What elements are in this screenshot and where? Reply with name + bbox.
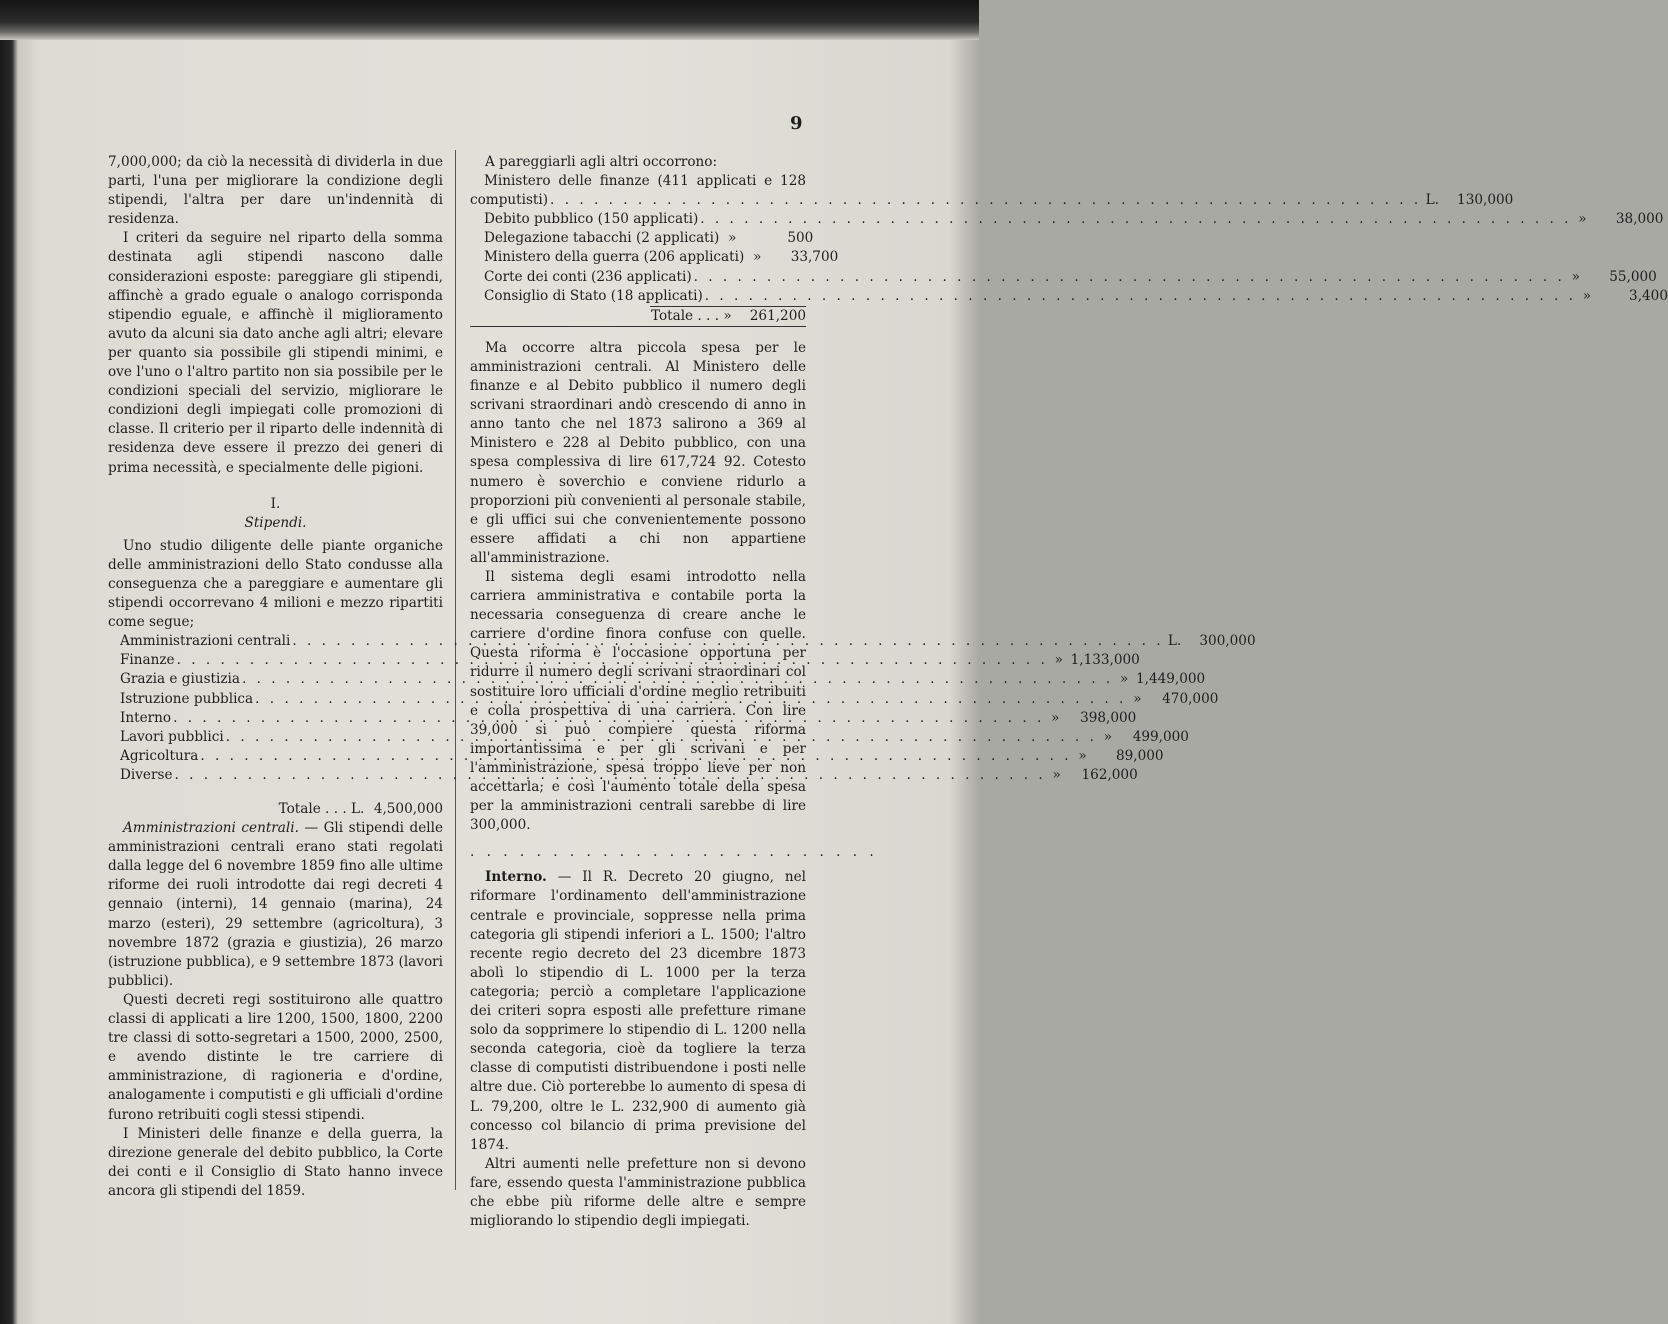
row-label: Diverse (120, 766, 173, 783)
table-row: Interno . . . » 398,000 (120, 709, 443, 728)
table-row: Diverse . . . » 162,000 (120, 766, 443, 785)
row-value: 300,000 (1199, 633, 1256, 650)
row-label: Consiglio di Stato (18 applicati) (484, 287, 703, 304)
table-row: Ministero della guerra (206 applicati) . . . » 33,700 (484, 248, 806, 267)
total-value: 261,200 (749, 307, 806, 324)
table-row: Delegazione tabacchi (2 applicati) . . . » 500 (484, 229, 806, 248)
row-label: Debito pubblico (150 applicati) (484, 211, 699, 228)
row-value: 33,700 (790, 249, 839, 266)
row-value: 3,400 (1629, 287, 1668, 304)
row-value: 499,000 (1132, 728, 1189, 745)
table-row: Amministrazioni centrali . . . L. 300,000 (120, 632, 443, 651)
section-separator: . . . . . . . . . . . . . . . . . . . . . . . . . (470, 844, 878, 861)
total-rule-bottom (470, 326, 806, 327)
table-row: Agricoltura . . . » 89,000 (120, 747, 443, 766)
row-label: Ministero della guerra (206 applicati) (484, 249, 745, 266)
scan-top-border (0, 0, 979, 40)
left-paragraph-6: I Ministeri delle finanze e della guerra, la direzione generale del debito pubblico, la Corte dei conti e il Consiglio di Stato hanno invece ancora gli stipendi del 1859. (108, 1125, 443, 1199)
table-row: Finanze . . . » 1,133,000 (120, 651, 443, 670)
row-value: 1,449,000 (1136, 671, 1206, 688)
row-value: 162,000 (1081, 766, 1138, 783)
row-value: 1,133,000 (1070, 652, 1140, 669)
row-label: Istruzione pubblica (120, 690, 254, 707)
row-value: 398,000 (1080, 709, 1137, 726)
left-paragraph-5: Questi decreti regi sostituirono alle quattro classi di applicati a lire 1200, 1500, 1800, 2200 tre classi di sotto-segretari a 1500, 2000, 2500, e avendo distinte le tre carriere di amministrazione, di ragioneria e d'ordine, analogamente i computisti e gli ufficiali d'ordine furono retribuiti cogli stessi stipendi. (108, 991, 443, 1123)
left-paragraph-1: 7,000,000; da ciò la necessità di dividerla in due parti, l'una per migliorare la condizione degli stipendi, l'altra per dare un'indennità di residenza. (108, 154, 443, 228)
left-paragraph-2: I criteri da seguire nel riparto della somma destinata agli stipendi nascono dalle considerazioni esposte: pareggiare gli stipendi, affinchè a grado eguale o analogo corrisponda stipendio eguale, e affinchè il miglioramento avuto da alcuni sia dato anche agli altri; elevare per quanto sia possibile gli stipendi minimi, e ove l'uno o l'altro partito non sia possibile per le condizioni speciali del servizio, migliorare le condizioni degli impiegati colle promozioni di classe. Il criterio per il riparto delle indennità di residenza deve essere il prezzo dei generi di prima necessità, e specialmente delle pigioni. (108, 230, 443, 476)
table-row: Ministero delle finanze (411 applicati e 128 (484, 173, 806, 190)
table-row: Consiglio di Stato (18 applicati) . . . » 3,400 (484, 287, 806, 306)
table-row: Debito pubblico (150 applicati) . . . » 38,000 (484, 210, 806, 229)
page-number: 9 (790, 113, 803, 134)
paragraph-heading: Amministrazioni centrali. (123, 820, 299, 837)
row-label: Amministrazioni centrali (120, 633, 291, 650)
row-value: 38,000 (1615, 211, 1664, 228)
table-total (108, 800, 443, 819)
total-value: 4,500,000 (373, 801, 443, 817)
left-paragraph-3: Uno studio diligente delle piante organiche delle amministrazioni dello Stato condusse alla conseguenza che a pareggiare e aumentare gli stipendi occorrevano 4 milioni e mezzo ripartiti come segue; (108, 537, 443, 631)
row-value: 89,000 (1115, 747, 1164, 764)
row-label: Agricoltura (120, 747, 199, 764)
total-label: Totale . . . » (650, 307, 732, 324)
row-label: Lavori pubblici (120, 728, 224, 745)
right-paragraph-3: Interno. — Il R. Decreto 20 giugno, nel riformare l'ordinamento dell'amministrazione centrale e provinciale, soppresse nella prima categoria gli stipendi inferiori a L. 1500; l'altro recente regio decreto del 23 dicembre 1873 abolì lo stipendio di L. 1000 per la terza categoria; perciò a completare l'applicazione dei criteri sopra esposti alle prefetture rimane solo da sopprimere lo stipendio di L. 1200 nella seconda categoria, cioè da togliere la terza classe di computisti distribuendone i posti nelle altre due. Ciò porterebbe lo aumento di spesa di L. 79,200, oltre le L. 232,900 di aumento già concesso col bilancio di prima previsione del 1874. (470, 869, 806, 1153)
total-label: Totale . . . L. (278, 801, 365, 817)
right-paragraph-1: Ma occorre altra piccola spesa per le amministrazioni centrali. Al Ministero delle finanze e al Debito pubblico il numero degli scrivani straordinari andò crescendo di anno in anno tanto che nel 1873 salirono a 369 al Ministero e 228 al Debito pubblico, con una spesa complessiva di lire 617,724 92. Cotesto numero è soverchio e conviene ridurlo a proporzioni più convenienti al personale stabile, e gli uffici sui che convenientemente possono essere affidati a chi non appartiene all'amministrazione. (470, 339, 806, 566)
section-number: I. (270, 495, 281, 512)
row-value: 500 (787, 230, 814, 247)
table-row: Grazia e giustizia . . . » 1,449,000 (120, 670, 443, 689)
row-value: 470,000 (1162, 690, 1219, 707)
table-row: computisti) . . . L. 130,000 (470, 191, 806, 210)
row-label: Finanze (120, 652, 175, 669)
right-intro: A pareggiarli agli altri occorrono: (485, 154, 718, 170)
left-paragraph-4: Amministrazioni centrali. — Gli stipendi delle amministrazioni centrali erano stati regolati dalla legge del 6 novembre 1859 fino alle ultime riforme dei ruoli introdotte dai regi decreti 4 gennaio (interni), 14 gennaio (marina), 24 marzo (esteri), 29 settembre (agricoltura), 3 novembre 1872 (grazia e giustizia), 26 marzo (istruzione pubblica), e 9 settembre 1873 (lavori pubblici). (108, 820, 444, 989)
paragraph-heading: Interno. (485, 869, 547, 886)
section-title: Stipendi. (244, 514, 307, 531)
table-row: Corte dei conti (236 applicati) . . . » 55,000 (484, 268, 806, 287)
right-paragraph-2: Il sistema degli esami introdotto nella carriera amministrativa e contabile porta la necessaria conseguenza di creare anche le carriere d'ordine finora confuse con quelle. Questa riforma è l'occasione opportuna per ridurre il numero degli scrivani straordinari col sostituire loro ufficiali d'ordine meglio retribuiti e colla prospettiva di una carriera. Con lire 39,000 si può compiere questa riforma importantissima e per gli scrivani e per l'amministrazione, spesa troppo lieve per non accettarla; e così l'aumento totale della spesa per la amministrazioni centrali sarebbe di lire 300,000. (470, 568, 806, 834)
row-value: 130,000 (1457, 192, 1514, 209)
table-row: Lavori pubblici . . . » 499,000 (120, 728, 443, 747)
row-label: Corte dei conti (236 applicati) (484, 268, 692, 285)
row-label: Interno (120, 709, 172, 726)
table-row: Istruzione pubblica . . . » 470,000 (120, 690, 443, 709)
pareggio-table (470, 172, 1668, 306)
row-label: Grazia e giustizia (120, 671, 240, 688)
row-value: 55,000 (1609, 268, 1657, 285)
row-label: Delegazione tabacchi (2 applicati) (484, 230, 720, 247)
right-paragraph-4: Altri aumenti nelle prefetture non si devono fare, essendo questa l'amministrazione pubblica che ebbe più riforme delle altre e sempre migliorando lo stipendio degli impiegati. (470, 1155, 806, 1230)
table-total (470, 307, 806, 326)
